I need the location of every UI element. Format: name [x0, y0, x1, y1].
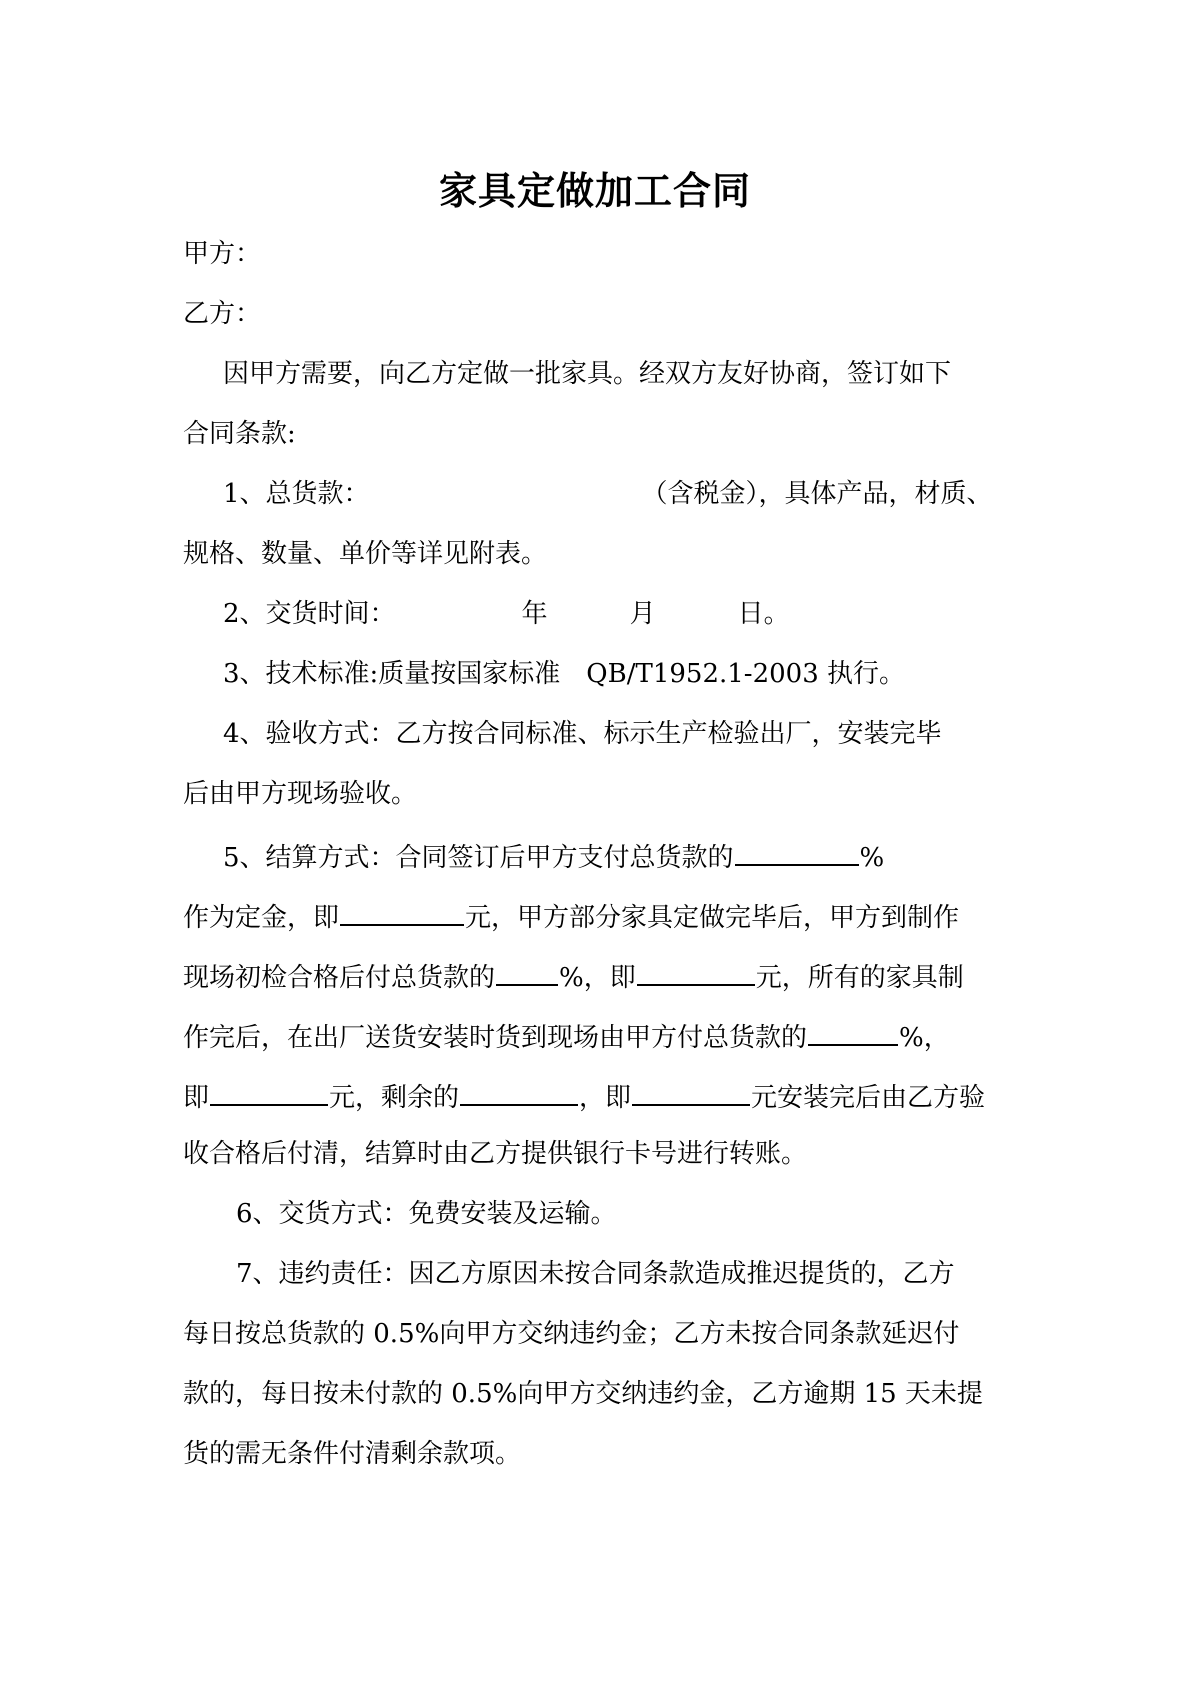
- deposit-amount-blank: [340, 896, 464, 926]
- clause-5-text: %，即: [559, 963, 636, 993]
- clause-4-line-1: 4、验收方式：乙方按合同标准、标示生产检验出厂，安装完毕: [223, 719, 942, 749]
- clause-5-line-3: [183, 956, 1043, 996]
- remaining-percent-blank: [460, 1076, 578, 1106]
- clause-5-label: 5、结算方式：合同签订后甲方支付总货款的: [223, 843, 734, 873]
- remaining-amount-blank: [632, 1076, 750, 1106]
- clause-7-line-2: 每日按总货款的 0.5%向甲方交纳违约金；乙方未按合同条款延迟付: [183, 1319, 960, 1349]
- clause-5-text: 元安装完后由乙方验: [751, 1083, 986, 1113]
- clause-3-line: 3、技术标准:质量按国家标准 QB/T1952.1-2003 执行。: [223, 659, 906, 689]
- intro-line-1: 因甲方需要，向乙方定做一批家具。经双方友好协商，签订如下: [223, 359, 952, 389]
- clause-5-line-1: [223, 836, 1083, 876]
- clause-7-line-1: 7、违约责任：因乙方原因未按合同条款造成推迟提货的，乙方: [236, 1259, 955, 1289]
- clause-1-tax-note: （含税金），具体产品，材质、: [641, 479, 993, 509]
- clause-1-line-1: [223, 476, 1083, 512]
- clause-2-year: 年: [521, 599, 548, 629]
- party-a-line: 甲方：: [183, 239, 262, 269]
- intro-line-2: 合同条款:: [183, 419, 296, 449]
- delivery-percent-blank: [808, 1016, 898, 1046]
- clause-1-line-2: 规格、数量、单价等详见附表。: [183, 539, 548, 569]
- party-b-line: 乙方：: [183, 299, 262, 329]
- clause-5-text: 作完后，在出厂送货安装时货到现场由甲方付总货款的: [183, 1023, 808, 1053]
- clause-6-line: 6、交货方式：免费安装及运输。: [236, 1199, 617, 1229]
- clause-2-month: 月: [629, 599, 656, 629]
- clause-5-text: 元，剩余的: [329, 1083, 460, 1113]
- clause-2-line: [223, 596, 1083, 632]
- clause-2-label: 2、交货时间：: [223, 599, 396, 629]
- clause-5-line-4: [183, 1016, 1043, 1056]
- clause-5-text: ，即: [579, 1083, 632, 1113]
- clause-1-label: 1、总货款：: [223, 479, 370, 509]
- inspection-amount-blank: [637, 956, 755, 986]
- clause-5-text: 即: [183, 1083, 210, 1113]
- clause-5-text: 作为定金，即: [183, 903, 340, 933]
- clause-5-text: 现场初检合格后付总货款的: [183, 963, 496, 993]
- clause-5-line-5: [183, 1076, 1043, 1116]
- clause-5-text: %，: [899, 1023, 950, 1053]
- clause-5-text: 元，甲方部分家具定做完毕后，甲方到制作: [465, 903, 960, 933]
- clause-5-text: 元，所有的家具制: [755, 963, 964, 993]
- clause-4-line-2: 后由甲方现场验收。: [183, 779, 418, 809]
- clause-7-line-4: 货的需无条件付清剩余款项。: [183, 1439, 522, 1469]
- delivery-amount-blank: [210, 1076, 328, 1106]
- deposit-percent-blank: [735, 836, 859, 866]
- clause-5-line-6: 收合格后付清，结算时由乙方提供银行卡号进行转账。: [183, 1139, 808, 1169]
- clause-5-line-2: [183, 896, 1043, 936]
- percent-sign: %: [859, 843, 885, 873]
- inspection-percent-blank: [496, 956, 558, 986]
- clause-2-day: 日。: [737, 599, 790, 629]
- document-title: 家具定做加工合同: [438, 169, 751, 213]
- clause-7-line-3: 款的，每日按未付款的 0.5%向甲方交纳违约金，乙方逾期 15 天未提: [183, 1379, 983, 1409]
